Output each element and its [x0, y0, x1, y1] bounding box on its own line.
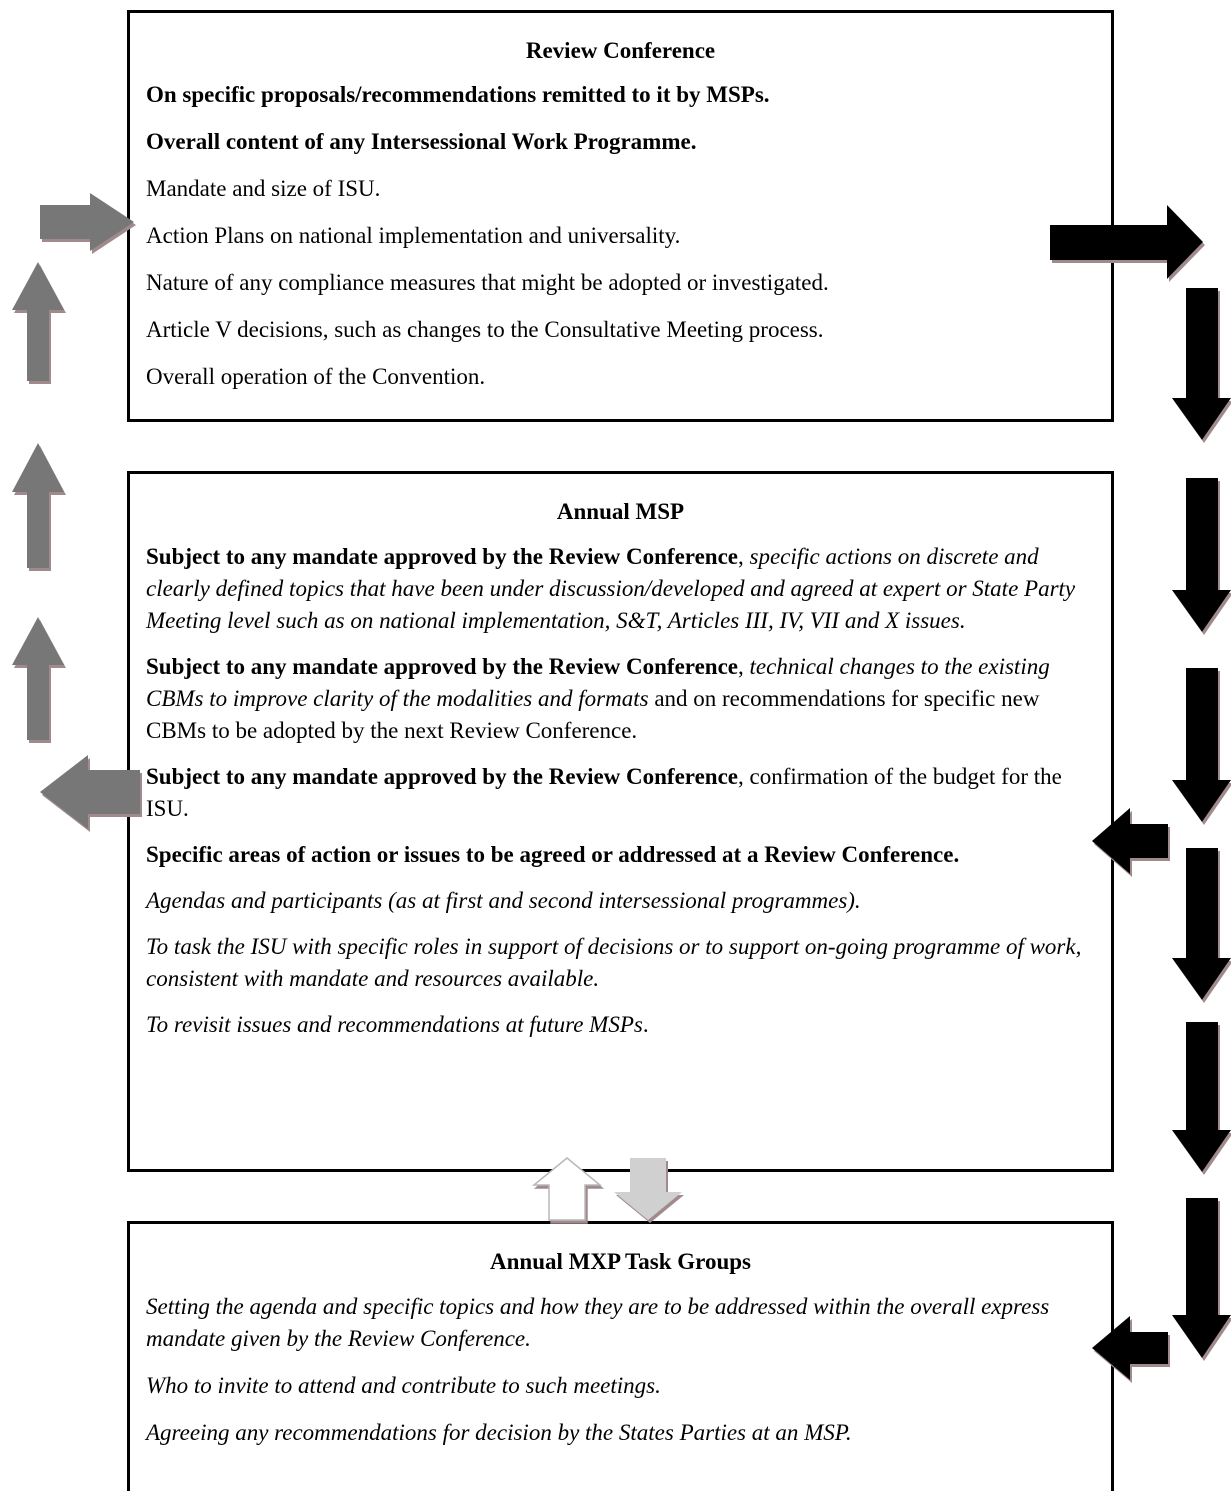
- rc-item-5: Nature of any compliance measures that might be adopted or investigated.: [146, 270, 829, 295]
- black-down-arrow-6: [1172, 1198, 1231, 1358]
- msp-item-1-comma: ,: [738, 544, 750, 569]
- msp-item-7: [146, 1009, 1095, 1041]
- mxp-item-1: Setting the agenda and specific topics and how they are to be addressed within the overall express mandate given by the Review Conference.: [146, 1294, 1050, 1351]
- annual-mxp-box: [127, 1221, 1114, 1491]
- annual-mxp-title: Annual MXP Task Groups: [490, 1249, 751, 1274]
- rc-item-6: Article V decisions, such as changes to the Consultative Meeting process.: [146, 317, 824, 342]
- msp-item-2-rest: and on recommendations for specific new CBMs to be adopted by the next Review Conference.: [146, 686, 1040, 743]
- msp-item-4: Specific areas of action or issues to be agreed or addressed at a Review Conference.: [146, 842, 960, 867]
- black-down-arrow-3: [1172, 668, 1231, 822]
- annual-msp-title: Annual MSP: [556, 499, 685, 524]
- msp-item-1-italic: specific actions on discrete and clearly defined topics that have been under discussion/developed and agreed at expert or State Party Meeting level such as on national implementation, S&T, Articles III, IV, VII and X issues.: [146, 544, 1076, 633]
- msp-item-2-comma: ,: [738, 654, 750, 679]
- msp-item-1-bold: Subject to any mandate approved by the Review Conference: [146, 544, 739, 569]
- black-down-arrow-1: [1172, 288, 1231, 440]
- mxp-item-2: Who to invite to attend and contribute to such meetings.: [146, 1373, 661, 1398]
- black-down-arrow-4: [1172, 848, 1231, 1000]
- grey-up-arrow-3: [12, 262, 64, 381]
- rc-item-1: On specific proposals/recommendations remitted to it by MSPs.: [146, 82, 770, 107]
- rc-item-4: Action Plans on national implementation and universality.: [146, 223, 681, 248]
- mxp-item-3: Agreeing any recommendations for decision by the States Parties at an MSP.: [146, 1420, 852, 1445]
- msp-item-6: To task the ISU with specific roles in support of decisions or to support on-going programme of work, consistent with mandate and resources available.: [146, 934, 1082, 991]
- msp-item-2-italic: technical changes to the existing CBMs to improve clarity of the modalities and formats: [146, 654, 1050, 711]
- msp-item-5: Agendas and participants (as at first and second intersessional programmes).: [146, 888, 861, 913]
- grey-up-arrow-1: [12, 617, 64, 740]
- msp-item-3: [146, 761, 1095, 825]
- msp-item-3-rest: , confirmation of the budget for the ISU.: [146, 764, 1062, 821]
- black-down-arrow-2: [1172, 478, 1231, 632]
- grey-left-arrow: [40, 755, 140, 829]
- rc-item-2: Overall content of any Intersessional Work Programme.: [146, 129, 697, 154]
- grey-up-arrow-2: [12, 443, 64, 568]
- msp-item-2-bold: Subject to any mandate approved by the Review Conference: [146, 654, 739, 679]
- annual-msp-box: [127, 471, 1114, 1172]
- msp-item-2: [146, 651, 1095, 747]
- msp-item-7-italic: To revisit issues and recommendations at future MSPs: [146, 1012, 643, 1037]
- review-conference-box: [127, 10, 1114, 422]
- black-down-arrow-5: [1172, 1022, 1231, 1172]
- rc-item-7: Overall operation of the Convention.: [146, 364, 486, 389]
- msp-item-3-bold: Subject to any mandate approved by the Review Conference: [146, 764, 739, 789]
- review-conference-title: Review Conference: [525, 38, 716, 63]
- msp-item-1: [146, 541, 1095, 637]
- grey-right-arrow: [40, 193, 134, 251]
- rc-item-3: Mandate and size of ISU.: [146, 176, 381, 201]
- msp-item-7-end: .: [642, 1012, 649, 1037]
